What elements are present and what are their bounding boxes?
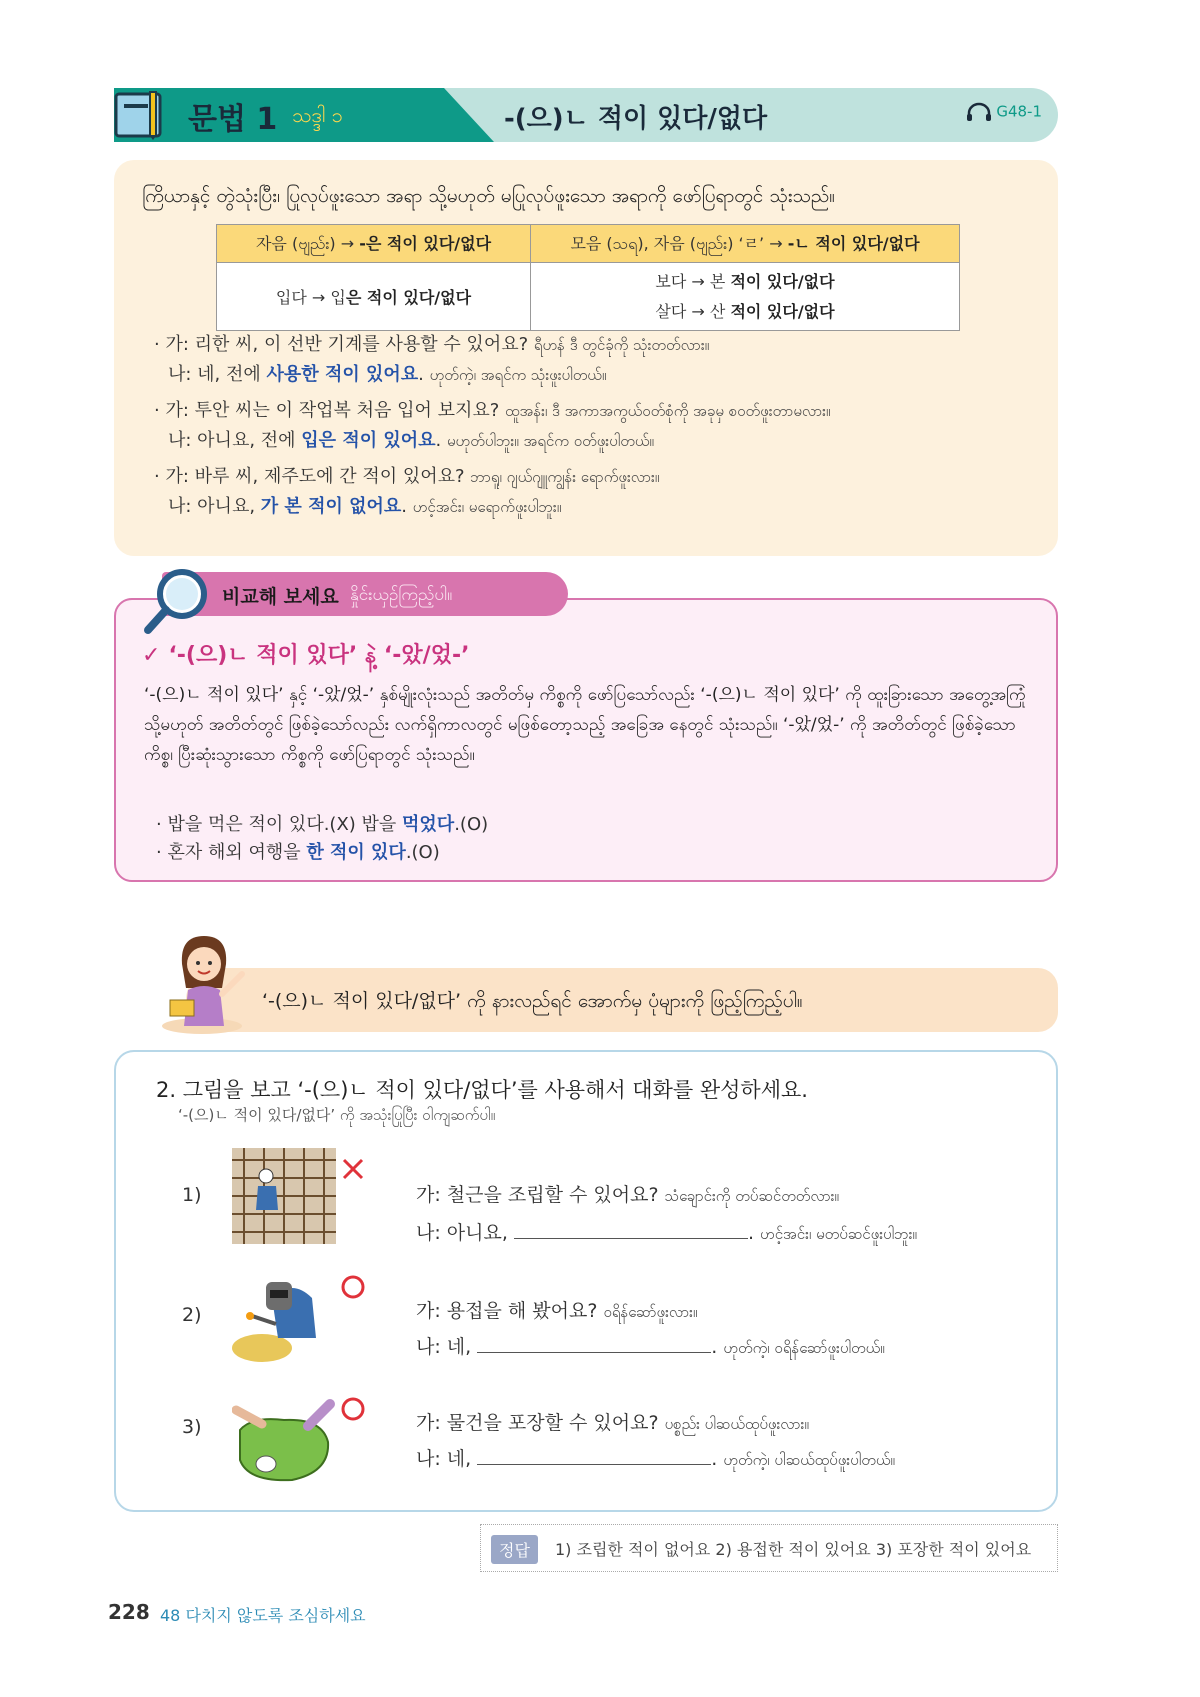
book-icon	[114, 90, 168, 140]
answer-text: 1) 조립한 적이 없어요 2) 용접한 적이 있어요 3) 포장한 적이 있어요	[555, 1540, 1032, 1559]
tip-banner	[186, 968, 1058, 1032]
x-mark-icon	[340, 1156, 366, 1182]
section-header	[114, 88, 1058, 142]
table-cell-vowel: 보다 → 본 적이 있다/없다 살다 → 산 적이 있다/없다	[531, 263, 960, 331]
page-number: 228	[108, 1600, 150, 1624]
explanation-description: ကြိယာနှင့် တွဲသုံးပြီး၊ ပြုလုပ်ဖူးသော အရာ သို့မဟုတ် မပြုလုပ်ဖူးသော အရာကို ဖော်ပြရာတွင် သုံးသည်။	[142, 185, 836, 207]
compare-tab-title: 비교해 보세요	[222, 586, 339, 608]
table-cell-consonant: 입다 → 입은 적이 있다/없다	[217, 263, 531, 331]
table-head-vowel: 모음 (သရ), 자음 (ဗျည်း) ‘ㄹ’ → -ㄴ 적이 있다/없다	[531, 225, 960, 263]
conjugation-table	[216, 224, 960, 331]
rebar-assembly-illustration	[232, 1148, 336, 1244]
compare-tab	[162, 572, 568, 616]
item-number: 1)	[182, 1184, 202, 1206]
exercise-question: 2. 그림을 보고 ‘-(으)ㄴ 적이 있다/없다’를 사용해서 대화를 완성하세요.	[156, 1078, 808, 1102]
item-number: 3)	[182, 1416, 202, 1438]
o-mark-icon	[340, 1274, 366, 1300]
audio-track[interactable]	[966, 102, 1042, 122]
compare-example-2: · 혼자 해외 여행을 한 적이 있다.(O)	[156, 842, 440, 863]
tip-text: ‘-(으)ㄴ 적이 있다/없다’ ကို နားလည်ရင် အောက်မှ ပုံများကို ဖြည့်ကြည့်ပါ။	[262, 990, 803, 1012]
teacher-illustration	[156, 930, 252, 1034]
audio-code: G48-1	[996, 102, 1042, 121]
item-3-answer: 나: 네, . ဟုတ်ကဲ့၊ ပါဆယ်ထုပ်ဖူးပါတယ်။	[416, 1444, 895, 1473]
answer-blank[interactable]	[514, 1219, 748, 1239]
exercise-box	[114, 1050, 1058, 1512]
item-number: 2)	[182, 1304, 202, 1326]
exercise-question-translation: ‘-(으)ㄴ 적이 있다/없다’ ကို အသုံးပြုပြီး ဝါကျဆက်ပါ။	[178, 1106, 496, 1124]
chapter-title: 48 다치지 않도록 조심하세요	[160, 1606, 366, 1625]
welding-illustration	[232, 1268, 336, 1364]
item-1-question: 가: 철근을 조립할 수 있어요? သံချောင်းကို တပ်ဆင်တတ်လား။	[416, 1184, 839, 1206]
compare-heading: ✓ ‘-(으)ㄴ 적이 있다’ နဲ့ ‘-았/었-’	[142, 643, 470, 668]
answer-blank[interactable]	[477, 1333, 711, 1353]
answer-tag: 정답	[491, 1535, 538, 1564]
headphones-icon	[966, 102, 992, 122]
grammar-subtitle: သဒ္ဒါ ၁	[292, 103, 343, 127]
answer-blank[interactable]	[477, 1445, 711, 1465]
example-2: · 가: 투안 씨는 이 작업복 처음 입어 보지요? ထူအန်း၊ ဒီ အကာအကွယ်ဝတ်စုံကို အခုမှ စဝတ်ဖူးတာမလား။ 나: 아니요, 전에 입은 적이 있어요. မဟုတ်ပါဘူး။ အရင်က ဝတ်ဖူးပါတယ်။	[154, 400, 831, 451]
table-head-consonant: 자음 (ဗျည်း) → -은 적이 있다/없다	[217, 225, 531, 263]
item-2-question: 가: 용접을 해 봤어요? ဝရိန်ဆော်ဖူးလား။	[416, 1300, 698, 1322]
example-3: · 가: 바루 씨, 제주도에 간 적이 있어요? ဘာရူ၊ ဂျယ်ဂျူကျွန်း ရောက်ဖူးလား။ 나: 아니요, 가 본 적이 없어요. ဟင့်အင်း၊ မရောက်ဖူးပါဘူး။	[154, 466, 660, 517]
explanation-box	[114, 160, 1058, 556]
check-icon: ✓	[142, 643, 161, 668]
compare-example-1: · 밥을 먹은 적이 있다.(X) 밥을 먹었다.(O)	[156, 814, 489, 835]
magnifier-icon	[142, 566, 214, 638]
compare-box	[114, 598, 1058, 882]
example-1: · 가: 리한 씨, 이 선반 기계를 사용할 수 있어요? ရီဟန် ဒီ တွင်ခုံကို သုံးတတ်လား။ 나: 네, 전에 사용한 적이 있어요. ဟုတ်ကဲ့၊ အရင်က သုံးဖူးပါတယ်။	[154, 334, 710, 385]
grammar-title: 문법 1	[188, 102, 278, 137]
packing-illustration	[232, 1390, 336, 1486]
compare-tab-subtitle: နှိုင်းယှဉ်ကြည့်ပါ။	[350, 585, 453, 605]
compare-text: ‘-(으)ㄴ 적이 있다’ နှင့် ‘-았/었-’ နှစ်မျိုးလုံးသည် အတိတ်မှ ကိစ္စကို ဖော်ပြသော်လည်း ‘-(으)ㄴ 적이 있다’ ကို ထူးခြားသော အတွေ့အကြုံ သို့မဟုတ် အတိတ်တွင် ဖြစ်ခဲ့သော်လည်း လက်ရှိကာလတွင် မဖြစ်တော့သည့် အခြေအ နေတွင် သုံးသည်။ ‘-았/었-’ ကို အတိတ်တွင် ဖြစ်ခဲ့သော ကိစ္စ၊ ပြီးဆုံးသွားသော ကိစ္စကို ဖော်ပြရာတွင် သုံးသည်။	[144, 685, 1026, 765]
answer-box	[480, 1524, 1058, 1572]
item-1-answer: 나: 아니요, . ဟင့်အင်း၊ မတပ်ဆင်ဖူးပါဘူး။	[416, 1218, 917, 1247]
o-mark-icon	[340, 1396, 366, 1422]
grammar-pattern: -(으)ㄴ 적이 있다/없다	[504, 104, 768, 134]
item-3-question: 가: 물건을 포장할 수 있어요? ပစ္စည်း ပါဆယ်ထုပ်ဖူးလား။	[416, 1412, 809, 1434]
item-2-answer: 나: 네, . ဟုတ်ကဲ့၊ ဝရိန်ဆော်ဖူးပါတယ်။	[416, 1332, 885, 1361]
